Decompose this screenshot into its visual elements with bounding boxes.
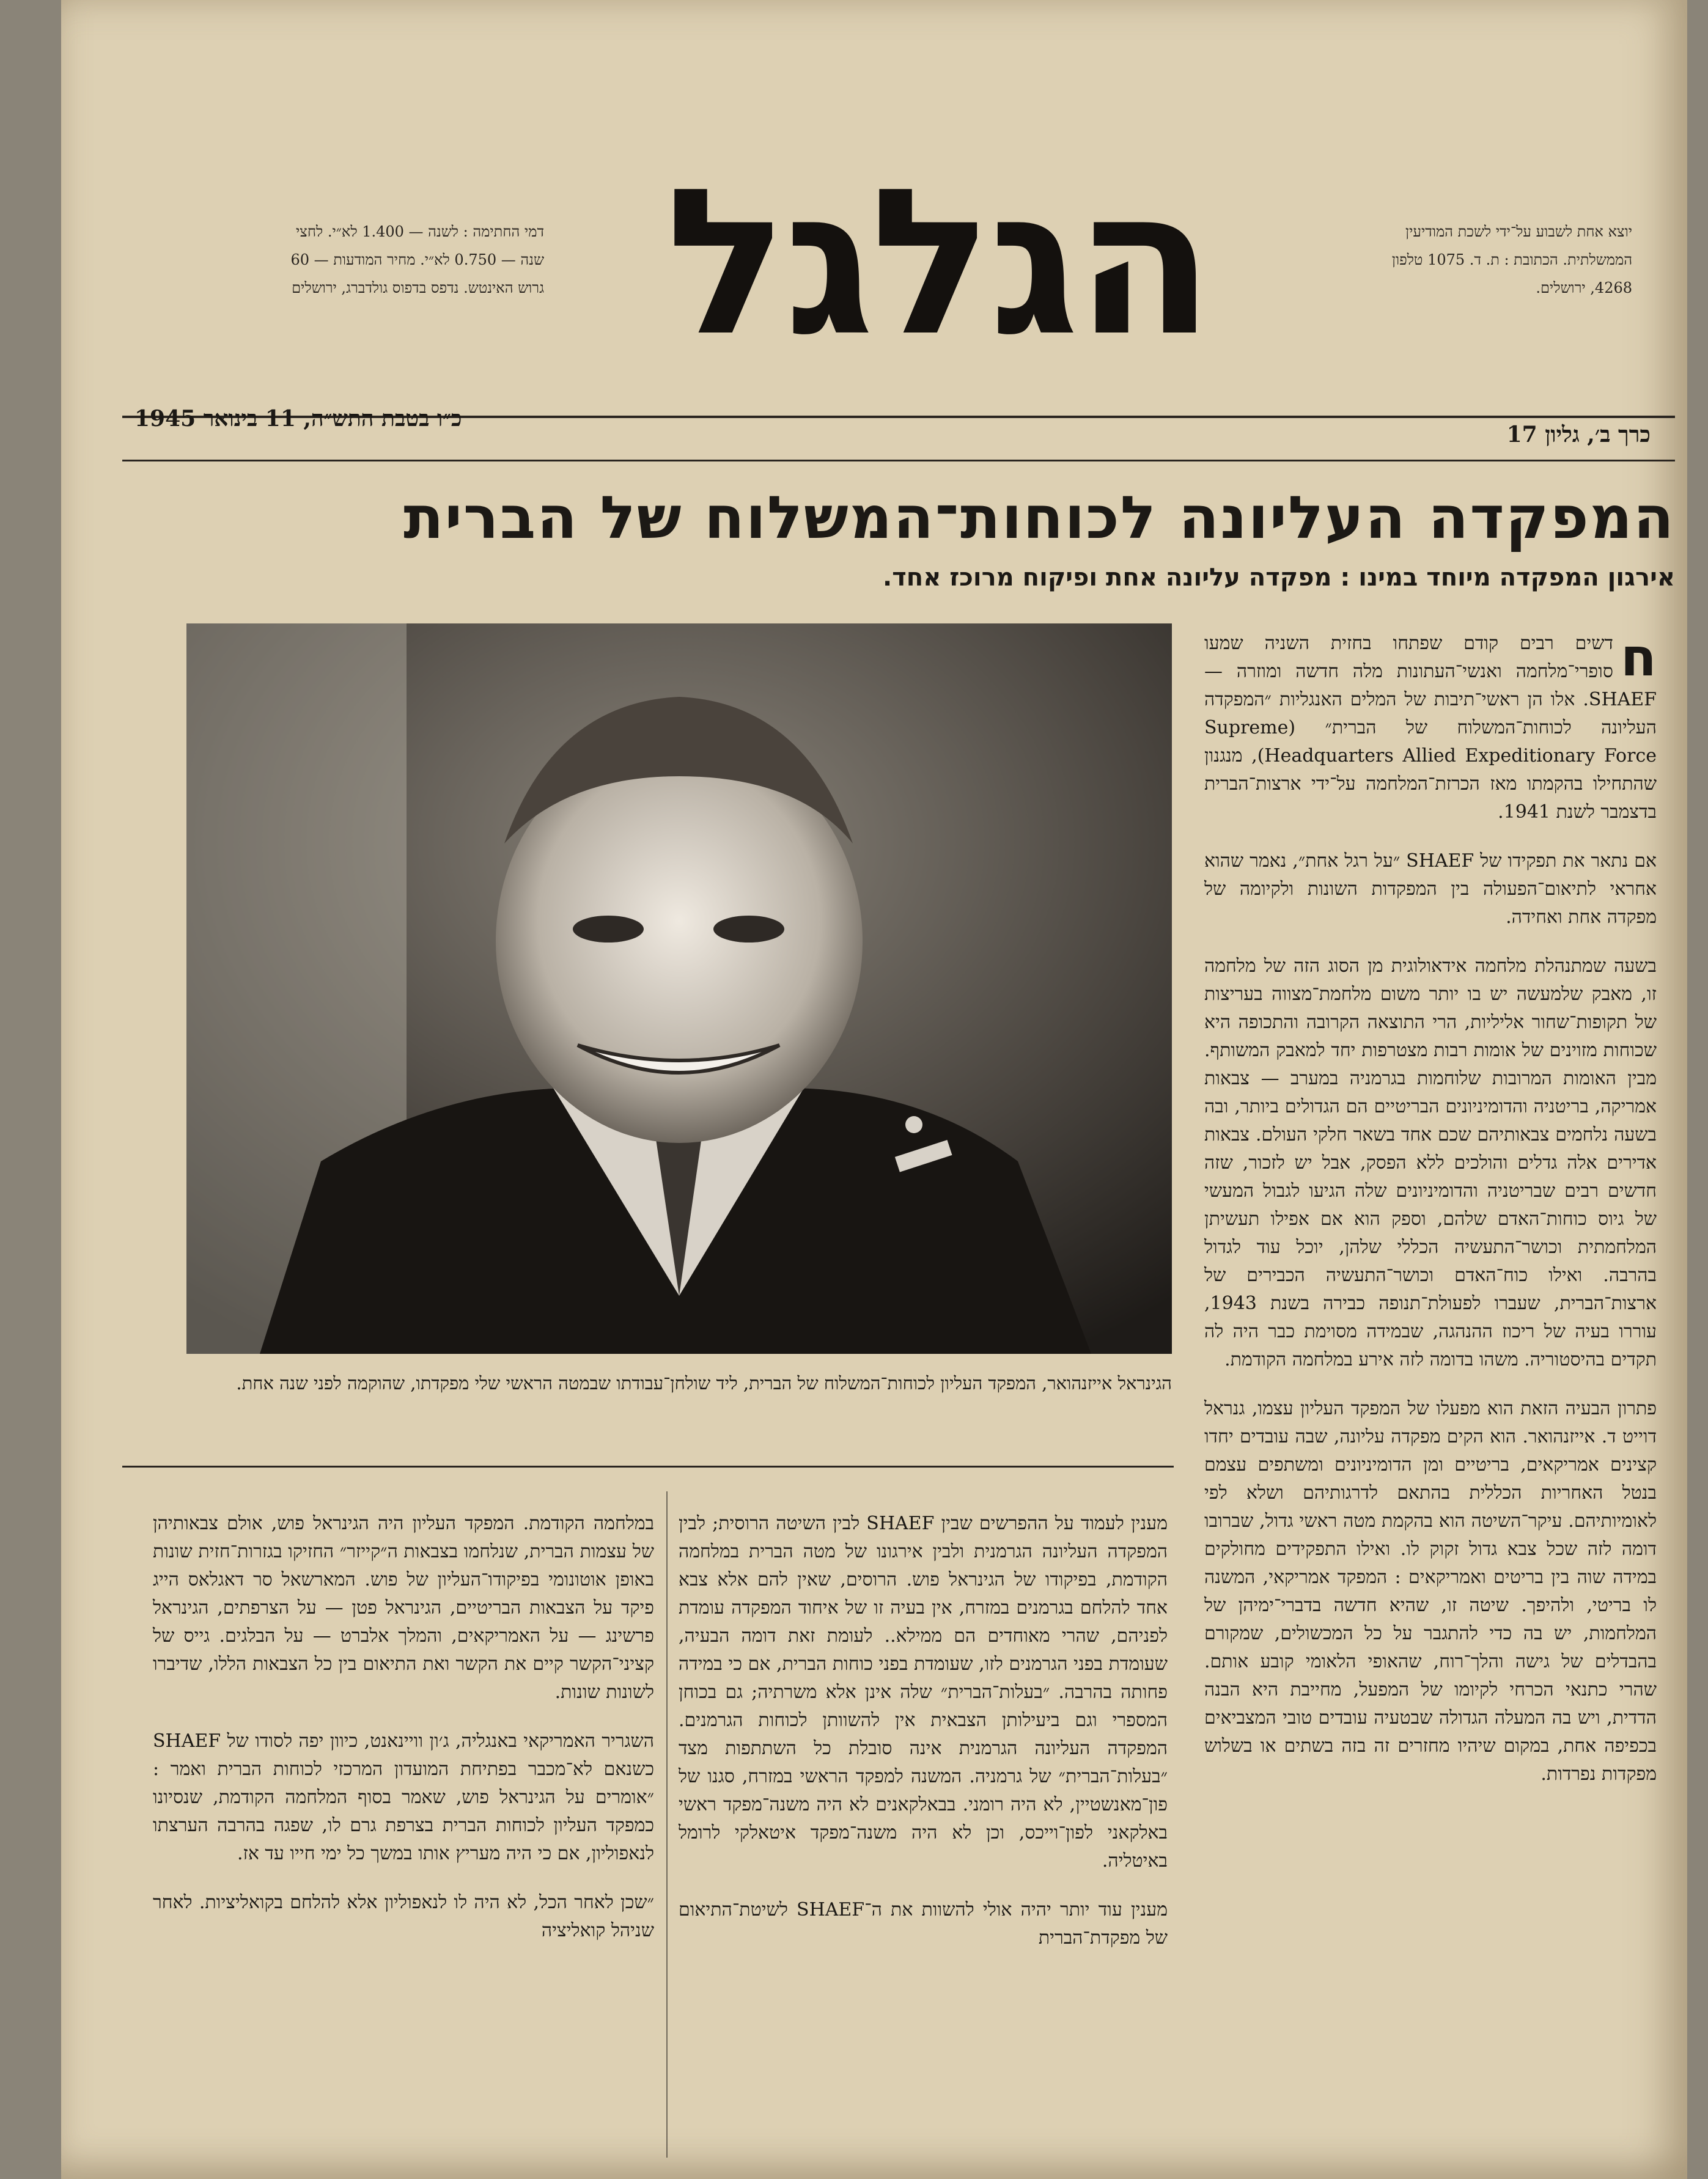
paragraph: מענין לעמוד על ההפרשים שבין SHAEF לבין השיטה הרוסית; לבין המפקדה העליונה הגרמנית ולבין אירגונו של מטה הברית במלחמה הקודמת, בפיקודו של הגינראל פוש. הרוסים, שאין להם אלא צבא אחד להלחם בגרמנים במזרח, אין בעיה זו של איחוד המפקדה עומדת לפניהם, שהרי מאוחדים הם ממילא.. לעומת זאת דומה הבעיה, שעומדת בפני הגרמנים לזו, שעומדת בפני כוחות הברית, אם כי במידה פחותה בהרבה. ״בעלות־הברית״ שלה אינן אלא משרתיה; גם בכוחן המספרי וגם ביעילותן הצבאית אין להשוותן לכוחות הגרמנים. המפקדה העליונה הגרמנית אינה סובלת כל השתתפות מצד ״בעלות־הברית״ של גרמניה. המשנה למפקד הראשי במזרח, סגנו של פון־מאנשטיין, לא היה רומני. בבאלקאנים לא היה משנה־מפקד ראשי באלקאני לפון־וייכס, וכן לא היה משנה־מפקד איטאלקי לרומל באיטליה. <box>679 1513 1168 1872</box>
date-rule <box>122 460 1675 461</box>
subscription-line: דמי החתימה : לשנה — 1.400 לא״י. לחצי <box>295 223 544 240</box>
paragraph: בשעה שמתנהלת מלחמה אידאולוגית מן הסוג הזה של מלחמה זו, מאבק שלמעשה יש בו יותר משום מלחמת־מצווה בעריצות של תקופות־שחור אליליות, הרי התוצאה הקרובה והתכופה היא שכוחות מזוינים של אומות רבות מצטרפות יחד למאבק המשותף. מבין האומות המרובות שלוחמות בגרמניה במערב — צבאות אמריקה, בריטניה והדומיניונים הבריטיים הם הגדולים ביותר, ובה בשעה נלחמים צבאותיהם שכם אחד בשאר חלקי העולם. צבאות אדירים אלה גדלים והולכים ללא הפסק, אבל יש לזכור, שזה חדשים רבים שבריטניה והדומיניונים שלה הגיעו לגבול המעשי של גיוס כוחות־האדם שלהם, וספק הוא אם אפילו תעשיתן המלחמתית וכושר־התעשיה הכללי שלהן, יוכל עוד לגדול בהרבה. ואילו כוח־האדם וכושר־התעשיה הכבירים של ארצות־הברית, שעברו לפעולת־תנופה כבירה בשנת 1943, עוררו בעיה של ריכוז ההנהגה, שבמידה מסוימת כבר היה לה תקדים בהיסטוריה. משהו בדומה לזה אירע במלחמה הקודמת. <box>1204 955 1657 1370</box>
publisher-line: 4268, ירושלים. <box>1536 279 1632 296</box>
column-divider <box>666 1491 668 2158</box>
drop-cap: ח <box>1620 627 1657 688</box>
paragraph: במלחמה הקודמת. המפקד העליון היה הגינראל פוש, אולם צבאותיהן של עצמות הברית, שנלחמו בצבאות ה״קייזר״ החזיקו בגזרות־חזית שונות באופן אוטונומי בפיקודו־העליון של פוש. המארשאל סר דאגלאס הייג פיקד על הצבאות הבריטיים, הגינראל פטן — על הצרפתים, הגינראל פרשינג — על האמריקאים, והמלך אלברט — על הבלגים. גייס של קציני־הקשר קיים את הקשר ואת התיאום בין כל הצבאות הללו, שדיברו לשונות שונות. <box>153 1513 654 1703</box>
paragraph: השגריר האמריקאי באנגליה, ג׳ון וויינאנט, כיוון יפה לסודו של SHAEF כשנאם לא־מכבר בפתיחת המועדון המרכזי לכוחות הברית ואמר : ״אומרים על הגינראל פוש, שאמר בסוף המלחמה הקודמת, שנסיונו כמפקד העליון לכוחות הברית בצרפת גרם לו, שפגה בהרבה הערצתו לנאפוליון, אם כי היה מעריץ אותו במשך כל ימי חייו עד אז. <box>153 1730 654 1864</box>
article-column-middle <box>679 1510 1168 1973</box>
publisher-line: הממשלתית. הכתובת : ת. ד. 1075 טלפון <box>1391 251 1632 268</box>
article-headline: המפקדה העליונה לכוחות־המשלוח של הברית <box>403 483 1675 552</box>
photo-caption: הגינראל אייזנהואר, המפקד העליון לכוחות־המשלוח של הברית, ליד שולחן־עבודתו שבמטה הראשי שלי מפקדתו, שהוקמה לפני שנה אחת. <box>236 1373 1172 1394</box>
paragraph: אם נתאר את תפקידו של SHAEF ״על רגל אחת״, נאמר שהוא אחראי לתיאום־הפעולה בין המפקדות השונות ולקיומה של מפקדה אחת ואחידה. <box>1204 850 1657 928</box>
article-column-right <box>1204 627 1657 1809</box>
newspaper-page <box>61 0 1687 2179</box>
subscription-info <box>104 218 544 302</box>
article-column-left <box>153 1510 654 1966</box>
issue-volume: כרך ב׳, גליון 17 <box>1506 422 1651 447</box>
publisher-info <box>1241 218 1632 302</box>
paragraph: מענין עוד יותר יהיה אולי להשוות את ה־SHAEF לשיטת־התיאום של מפקדת־הברית <box>679 1899 1168 1949</box>
section-rule <box>122 1466 1174 1468</box>
paragraph: פתרון הבעיה הזאת הוא מפעלו של המפקד העליון עצמו, גנראל דוייט ד. אייזנהואר. הוא הקים מפקדה עליונה, שבה עובדים יחדו קצינים אמריקאים, בריטיים ומן הדומיניונים ומשתפים עצמם בנטל האחריות הכללית בהתאם לדרגותיהם ושלא לפי לאומיותיהם. עיקר־השיטה הוא בהקמת מטה ראשי גדול, שברובו דומה לזה שכל צבא גדול זקוק לו. ואילו התפקידים מחולקים במידה שוה בין בריטים ואמריקאים : המפקד אמריקאי, המשנה לו בריטי, ולהיפך. שיטה זו, שהיא חדשה בדברי־ימיהן של המלחמות, יש בה כדי להתגבר על כל המכשולים, שמקורם בהבדלים של גישה והלך־רוח, שהאופי הלאומי קובע אותם. שהרי כתנאי הכרחי לקיומו של המפעל, מחייבת היא הבנה הדדית, ויש בה המעלה הגדולה שבטעיה עובדים טובי המצביאים בכפיפה אחת, במקום שיהיו מחזרים זה בזה בשתים או בשלוש מפקדות נפרדות. <box>1204 1398 1657 1785</box>
paragraph: ״שכן לאחר הכל, לא היה לו לנאפוליון אלא להלחם בקואליציות. לאחר שניהל קואליציה <box>153 1892 654 1941</box>
newspaper-logo: הגלגל <box>666 145 1210 380</box>
eisenhower-photo <box>186 623 1172 1354</box>
issue-date: כ״ו בטבת התש״ה, 11 בינואר 1945 <box>134 406 462 432</box>
article-subheadline: אירגון המפקדה מיוחד במינו : מפקדה עליונה אחת ופיקוח מרוכז אחד. <box>883 564 1675 592</box>
portrait-illustration <box>186 623 1172 1354</box>
subscription-line: גרוש האינטש. נדפס בדפוס גולדברג, ירושלים <box>292 279 544 296</box>
subscription-line: שנה — 0.750 לא״י. מחיר המודעות — 60 <box>290 251 544 268</box>
paragraph: דשים רבים קודם שפתחו בחזית השניה שמעו סופרי־מלחמה ואנשי־העתונות מלה חדשה ומוזרה — SHAEF. אלו הן ראשי־תיבות של המלים האנגליות ״המפקדה העליונה לכוחות־המשלוח של הברית״ (Supreme Headquarters Allied Expeditionary Force), מנגנון שהתחילו בהקמתו מאז הכרזת־המלחמה על־ידי ארצות־הברית בדצמבר לשנת 1941. <box>1204 633 1657 823</box>
publisher-line: יוצא אחת לשבוע על־ידי לשכת המודיעין <box>1405 223 1632 240</box>
